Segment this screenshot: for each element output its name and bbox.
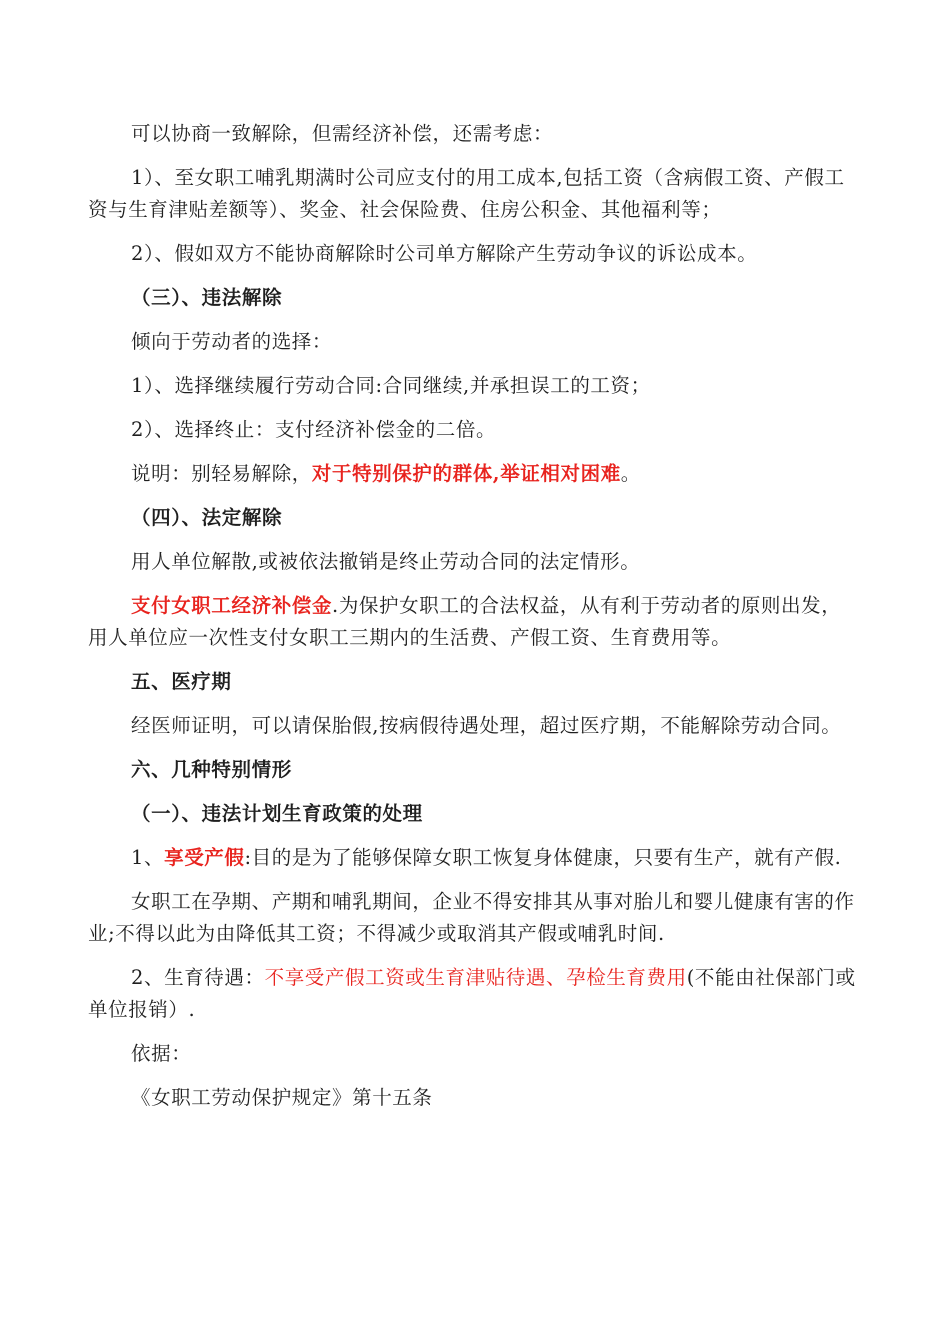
paragraph-choice-terminate: 2）、选择终止：支付经济补偿金的二倍。 xyxy=(131,418,497,441)
heading-medical-period: 五、医疗期 xyxy=(131,670,232,693)
compensation-text: .为保护女职工的合法权益，从有利于劳动者的原则出发，用人单位应一次性支付女职工三期内的生活费、产假工资、生育费用等。 xyxy=(88,594,842,649)
note-emphasis: 对于特别保护的群体,举证相对困难 xyxy=(311,462,621,485)
heading-special-cases: 六、几种特别情形 xyxy=(131,758,292,781)
maternity-leave-text: :目的是为了能够保障女职工恢复身体健康，只要有生产，就有产假. xyxy=(244,846,842,869)
note-end: 。 xyxy=(620,462,641,485)
heading-illegal-termination: （三）、违法解除 xyxy=(131,286,283,309)
paragraph-dissolution: 用人单位解散,或被依法撤销是终止劳动合同的法定情形。 xyxy=(131,550,641,573)
paragraph-regulation: 《女职工劳动保护规定》第十五条 xyxy=(131,1086,433,1109)
heading-family-planning: （一）、违法计划生育政策的处理 xyxy=(131,802,423,825)
paragraph-medical-period: 经医师证明，可以请保胎假,按病假待遇处理，超过医疗期，不能解除劳动合同。 xyxy=(131,714,842,737)
paragraph-maternity-benefit xyxy=(88,962,860,1026)
maternity-benefit-emphasis: 不享受产假工资或生育津贴待遇、孕检生育费用 xyxy=(264,966,687,989)
maternity-benefit-text: (不能由社保部门或单位报销）. xyxy=(88,966,856,1021)
note-text: 说明：别轻易解除， xyxy=(131,462,312,485)
paragraph-maternity-leave xyxy=(88,842,860,874)
compensation-emphasis: 支付女职工经济补偿金 xyxy=(131,594,333,617)
maternity-leave-number: 1、 xyxy=(131,846,165,869)
paragraph-choice-continue: 1）、选择继续履行劳动合同:合同继续,并承担误工的工资； xyxy=(131,374,651,397)
heading-statutory-termination: （四）、法定解除 xyxy=(131,506,283,529)
paragraph-item-cost: 1）、至女职工哺乳期满时公司应支付的用工成本,包括工资（含病假工资、产假工资与生育津贴差额等）、奖金、社会保险费、住房公积金、其他福利等； xyxy=(88,166,845,221)
paragraph-worker-choice: 倾向于劳动者的选择： xyxy=(131,330,333,353)
paragraph-item-litigation: 2）、假如双方不能协商解除时公司单方解除产生劳动争议的诉讼成本。 xyxy=(131,242,758,265)
paragraph-note xyxy=(88,458,860,490)
paragraph-compensation xyxy=(88,590,860,654)
maternity-benefit-label: 2、生育待遇： xyxy=(131,966,265,989)
paragraph-basis: 依据： xyxy=(131,1042,192,1065)
paragraph-negotiated-termination: 可以协商一致解除，但需经济补偿，还需考虑： xyxy=(131,122,554,145)
paragraph-protection: 女职工在孕期、产期和哺乳期间，企业不得安排其从事对胎儿和婴儿健康有害的作业;不得以此为由降低其工资；不得减少或取消其产假或哺乳时间. xyxy=(88,890,855,945)
maternity-leave-emphasis: 享受产假 xyxy=(164,846,245,869)
document-body xyxy=(88,118,860,1114)
